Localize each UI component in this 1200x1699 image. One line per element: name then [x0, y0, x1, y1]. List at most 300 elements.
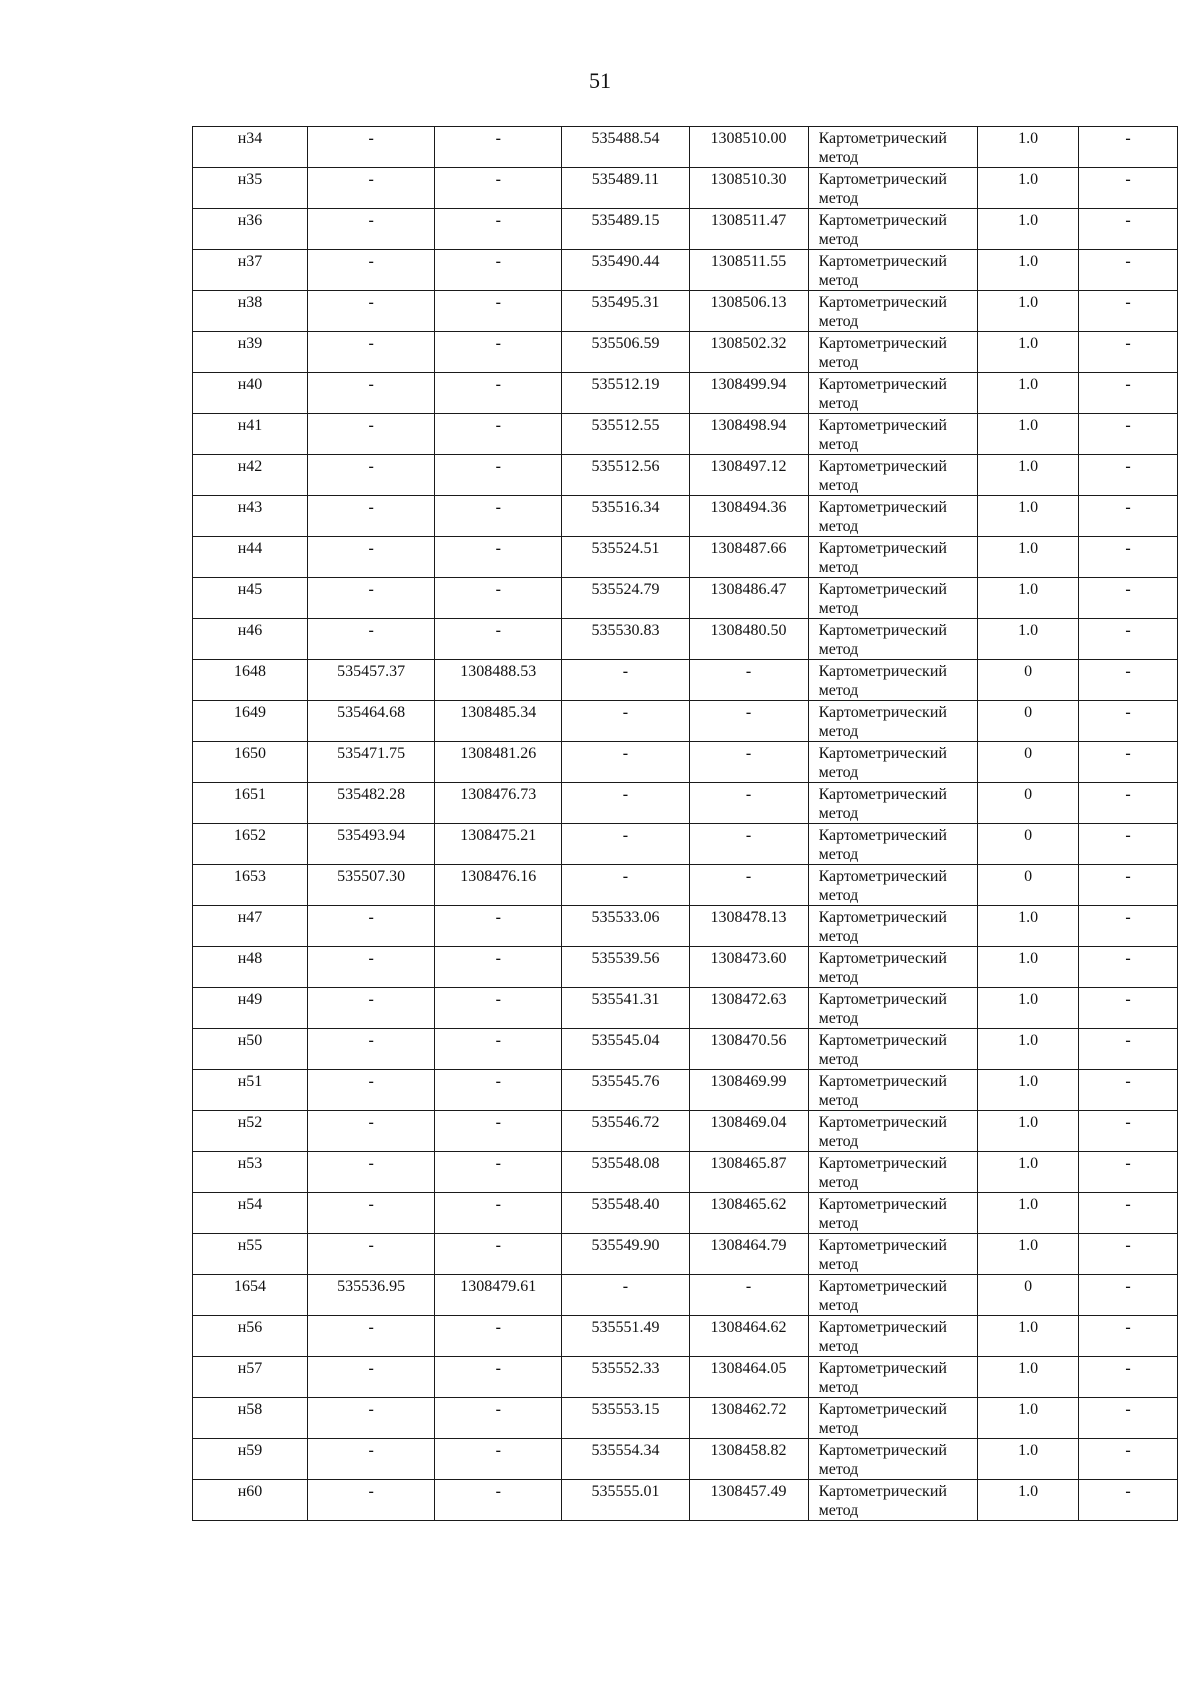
description-cell: -: [1079, 1357, 1178, 1398]
description-cell: -: [1079, 947, 1178, 988]
accuracy-cell: 1.0: [978, 496, 1079, 537]
method-cell: Картометрический метод: [808, 455, 978, 496]
method-cell: Картометрический метод: [808, 947, 978, 988]
y-new-cell: 1308510.00: [689, 127, 808, 168]
method-cell: Картометрический метод: [808, 742, 978, 783]
y-old-cell: -: [435, 1398, 562, 1439]
point-id-cell: н38: [193, 291, 308, 332]
accuracy-cell: 1.0: [978, 250, 1079, 291]
y-new-cell: -: [689, 1275, 808, 1316]
accuracy-cell: 1.0: [978, 619, 1079, 660]
description-cell: -: [1079, 701, 1178, 742]
x-old-cell: -: [308, 250, 435, 291]
y-old-cell: -: [435, 373, 562, 414]
description-cell: -: [1079, 783, 1178, 824]
x-new-cell: 535555.01: [562, 1480, 689, 1521]
x-old-cell: 535536.95: [308, 1275, 435, 1316]
x-old-cell: 535471.75: [308, 742, 435, 783]
table-row: [193, 988, 1178, 1029]
table-row: [193, 414, 1178, 455]
y-old-cell: -: [435, 332, 562, 373]
y-new-cell: 1308506.13: [689, 291, 808, 332]
y-old-cell: 1308481.26: [435, 742, 562, 783]
x-old-cell: -: [308, 291, 435, 332]
x-new-cell: 535533.06: [562, 906, 689, 947]
y-old-cell: -: [435, 455, 562, 496]
method-cell: Картометрический метод: [808, 660, 978, 701]
accuracy-cell: 1.0: [978, 291, 1079, 332]
table-row: [193, 168, 1178, 209]
y-old-cell: -: [435, 209, 562, 250]
description-cell: -: [1079, 742, 1178, 783]
x-new-cell: 535548.40: [562, 1193, 689, 1234]
accuracy-cell: 1.0: [978, 1029, 1079, 1070]
x-new-cell: 535545.04: [562, 1029, 689, 1070]
point-id-cell: н48: [193, 947, 308, 988]
description-cell: -: [1079, 660, 1178, 701]
x-old-cell: -: [308, 537, 435, 578]
method-cell: Картометрический метод: [808, 537, 978, 578]
x-new-cell: 535524.79: [562, 578, 689, 619]
y-new-cell: 1308478.13: [689, 906, 808, 947]
table-row: [193, 1357, 1178, 1398]
x-new-cell: 535512.55: [562, 414, 689, 455]
coordinates-table: [192, 126, 1178, 1521]
y-old-cell: -: [435, 1234, 562, 1275]
y-old-cell: -: [435, 414, 562, 455]
method-cell: Картометрический метод: [808, 1439, 978, 1480]
y-new-cell: -: [689, 783, 808, 824]
point-id-cell: н45: [193, 578, 308, 619]
accuracy-cell: 1.0: [978, 1070, 1079, 1111]
description-cell: -: [1079, 1398, 1178, 1439]
y-old-cell: -: [435, 1480, 562, 1521]
x-new-cell: 535524.51: [562, 537, 689, 578]
y-new-cell: 1308469.04: [689, 1111, 808, 1152]
point-id-cell: н43: [193, 496, 308, 537]
y-new-cell: 1308499.94: [689, 373, 808, 414]
x-old-cell: -: [308, 1480, 435, 1521]
method-cell: Картометрический метод: [808, 619, 978, 660]
y-new-cell: 1308470.56: [689, 1029, 808, 1070]
y-new-cell: -: [689, 742, 808, 783]
method-cell: Картометрический метод: [808, 1070, 978, 1111]
point-id-cell: н39: [193, 332, 308, 373]
x-old-cell: -: [308, 414, 435, 455]
point-id-cell: н42: [193, 455, 308, 496]
description-cell: -: [1079, 332, 1178, 373]
point-id-cell: 1648: [193, 660, 308, 701]
description-cell: -: [1079, 455, 1178, 496]
x-new-cell: -: [562, 865, 689, 906]
method-cell: Картометрический метод: [808, 1234, 978, 1275]
accuracy-cell: 0: [978, 1275, 1079, 1316]
x-new-cell: 535548.08: [562, 1152, 689, 1193]
x-new-cell: 535490.44: [562, 250, 689, 291]
method-cell: Картометрический метод: [808, 701, 978, 742]
y-new-cell: -: [689, 701, 808, 742]
x-new-cell: 535516.34: [562, 496, 689, 537]
method-cell: Картометрический метод: [808, 250, 978, 291]
method-cell: Картометрический метод: [808, 1480, 978, 1521]
y-old-cell: -: [435, 988, 562, 1029]
x-new-cell: -: [562, 660, 689, 701]
description-cell: -: [1079, 168, 1178, 209]
accuracy-cell: 1.0: [978, 1357, 1079, 1398]
y-new-cell: 1308480.50: [689, 619, 808, 660]
y-old-cell: 1308485.34: [435, 701, 562, 742]
description-cell: -: [1079, 127, 1178, 168]
table-row: [193, 496, 1178, 537]
method-cell: Картометрический метод: [808, 414, 978, 455]
page-number: 51: [589, 68, 611, 93]
table-row: [193, 701, 1178, 742]
method-cell: Картометрический метод: [808, 1111, 978, 1152]
y-new-cell: 1308494.36: [689, 496, 808, 537]
y-old-cell: 1308479.61: [435, 1275, 562, 1316]
method-cell: Картометрический метод: [808, 906, 978, 947]
point-id-cell: н56: [193, 1316, 308, 1357]
x-old-cell: -: [308, 1070, 435, 1111]
table-row: [193, 1152, 1178, 1193]
y-old-cell: -: [435, 1316, 562, 1357]
description-cell: -: [1079, 373, 1178, 414]
method-cell: Картометрический метод: [808, 1357, 978, 1398]
point-id-cell: н47: [193, 906, 308, 947]
method-cell: Картометрический метод: [808, 1316, 978, 1357]
x-old-cell: -: [308, 947, 435, 988]
table-row: [193, 1439, 1178, 1480]
y-new-cell: 1308498.94: [689, 414, 808, 455]
accuracy-cell: 1.0: [978, 537, 1079, 578]
x-old-cell: 535457.37: [308, 660, 435, 701]
table-row: [193, 537, 1178, 578]
accuracy-cell: 1.0: [978, 1234, 1079, 1275]
y-new-cell: 1308511.47: [689, 209, 808, 250]
accuracy-cell: 1.0: [978, 1398, 1079, 1439]
accuracy-cell: 1.0: [978, 332, 1079, 373]
accuracy-cell: 1.0: [978, 373, 1079, 414]
description-cell: -: [1079, 1111, 1178, 1152]
y-old-cell: -: [435, 496, 562, 537]
point-id-cell: н58: [193, 1398, 308, 1439]
x-old-cell: 535507.30: [308, 865, 435, 906]
method-cell: Картометрический метод: [808, 988, 978, 1029]
table-row: [193, 455, 1178, 496]
y-old-cell: -: [435, 291, 562, 332]
method-cell: Картометрический метод: [808, 496, 978, 537]
point-id-cell: 1653: [193, 865, 308, 906]
y-old-cell: -: [435, 168, 562, 209]
y-new-cell: 1308458.82: [689, 1439, 808, 1480]
table-row: [193, 1275, 1178, 1316]
description-cell: -: [1079, 209, 1178, 250]
table-row: [193, 824, 1178, 865]
table-row: [193, 1398, 1178, 1439]
method-cell: Картометрический метод: [808, 127, 978, 168]
table-row: [193, 373, 1178, 414]
point-id-cell: н40: [193, 373, 308, 414]
table-row: [193, 250, 1178, 291]
x-old-cell: -: [308, 1029, 435, 1070]
method-cell: Картометрический метод: [808, 1398, 978, 1439]
description-cell: -: [1079, 1029, 1178, 1070]
x-new-cell: 535552.33: [562, 1357, 689, 1398]
description-cell: -: [1079, 496, 1178, 537]
y-old-cell: -: [435, 578, 562, 619]
method-cell: Картометрический метод: [808, 1152, 978, 1193]
y-new-cell: 1308472.63: [689, 988, 808, 1029]
method-cell: Картометрический метод: [808, 332, 978, 373]
method-cell: Картометрический метод: [808, 578, 978, 619]
table-row: [193, 947, 1178, 988]
method-cell: Картометрический метод: [808, 1029, 978, 1070]
x-new-cell: 535546.72: [562, 1111, 689, 1152]
accuracy-cell: 0: [978, 865, 1079, 906]
y-new-cell: -: [689, 865, 808, 906]
y-old-cell: -: [435, 127, 562, 168]
description-cell: -: [1079, 1275, 1178, 1316]
y-new-cell: 1308487.66: [689, 537, 808, 578]
table-row: [193, 1029, 1178, 1070]
table-row: [193, 209, 1178, 250]
table-row: [193, 865, 1178, 906]
y-old-cell: 1308476.73: [435, 783, 562, 824]
x-new-cell: 535506.59: [562, 332, 689, 373]
x-old-cell: 535482.28: [308, 783, 435, 824]
y-old-cell: -: [435, 537, 562, 578]
table-row: [193, 1480, 1178, 1521]
description-cell: -: [1079, 988, 1178, 1029]
method-cell: Картометрический метод: [808, 209, 978, 250]
x-old-cell: -: [308, 127, 435, 168]
table-row: [193, 783, 1178, 824]
description-cell: -: [1079, 1070, 1178, 1111]
x-new-cell: -: [562, 824, 689, 865]
description-cell: -: [1079, 865, 1178, 906]
x-old-cell: -: [308, 578, 435, 619]
y-old-cell: 1308488.53: [435, 660, 562, 701]
x-new-cell: 535539.56: [562, 947, 689, 988]
y-new-cell: -: [689, 660, 808, 701]
x-new-cell: 535495.31: [562, 291, 689, 332]
table-row: [193, 619, 1178, 660]
table-row: [193, 742, 1178, 783]
method-cell: Картометрический метод: [808, 1193, 978, 1234]
table-row: [193, 1111, 1178, 1152]
x-new-cell: 535489.15: [562, 209, 689, 250]
point-id-cell: н49: [193, 988, 308, 1029]
y-old-cell: 1308475.21: [435, 824, 562, 865]
y-old-cell: -: [435, 250, 562, 291]
method-cell: Картометрический метод: [808, 373, 978, 414]
description-cell: -: [1079, 1152, 1178, 1193]
table-row: [193, 1193, 1178, 1234]
table-row: [193, 906, 1178, 947]
accuracy-cell: 0: [978, 701, 1079, 742]
x-old-cell: -: [308, 1357, 435, 1398]
x-new-cell: 535553.15: [562, 1398, 689, 1439]
method-cell: Картометрический метод: [808, 1275, 978, 1316]
point-id-cell: н44: [193, 537, 308, 578]
y-new-cell: 1308464.05: [689, 1357, 808, 1398]
x-new-cell: 535512.19: [562, 373, 689, 414]
description-cell: -: [1079, 1316, 1178, 1357]
x-new-cell: 535512.56: [562, 455, 689, 496]
x-old-cell: 535464.68: [308, 701, 435, 742]
point-id-cell: н37: [193, 250, 308, 291]
description-cell: -: [1079, 537, 1178, 578]
point-id-cell: 1649: [193, 701, 308, 742]
accuracy-cell: 1.0: [978, 988, 1079, 1029]
description-cell: -: [1079, 824, 1178, 865]
y-old-cell: -: [435, 906, 562, 947]
accuracy-cell: 0: [978, 824, 1079, 865]
x-new-cell: 535554.34: [562, 1439, 689, 1480]
x-old-cell: -: [308, 1152, 435, 1193]
x-new-cell: 535549.90: [562, 1234, 689, 1275]
table-body: [193, 127, 1178, 1521]
description-cell: -: [1079, 1439, 1178, 1480]
description-cell: -: [1079, 414, 1178, 455]
accuracy-cell: 1.0: [978, 168, 1079, 209]
accuracy-cell: 1.0: [978, 1439, 1079, 1480]
table-row: [193, 578, 1178, 619]
point-id-cell: 1654: [193, 1275, 308, 1316]
x-old-cell: -: [308, 1316, 435, 1357]
point-id-cell: н59: [193, 1439, 308, 1480]
method-cell: Картометрический метод: [808, 865, 978, 906]
y-old-cell: -: [435, 1152, 562, 1193]
table-row: [193, 660, 1178, 701]
accuracy-cell: 0: [978, 660, 1079, 701]
point-id-cell: н60: [193, 1480, 308, 1521]
x-old-cell: -: [308, 988, 435, 1029]
y-new-cell: 1308465.62: [689, 1193, 808, 1234]
table-row: [193, 127, 1178, 168]
table-row: [193, 1070, 1178, 1111]
x-new-cell: 535551.49: [562, 1316, 689, 1357]
table-row: [193, 1316, 1178, 1357]
x-new-cell: 535545.76: [562, 1070, 689, 1111]
point-id-cell: н46: [193, 619, 308, 660]
accuracy-cell: 1.0: [978, 455, 1079, 496]
x-new-cell: 535541.31: [562, 988, 689, 1029]
description-cell: -: [1079, 1234, 1178, 1275]
point-id-cell: н53: [193, 1152, 308, 1193]
y-new-cell: 1308473.60: [689, 947, 808, 988]
x-old-cell: -: [308, 168, 435, 209]
x-new-cell: -: [562, 742, 689, 783]
accuracy-cell: 1.0: [978, 1111, 1079, 1152]
y-new-cell: 1308464.79: [689, 1234, 808, 1275]
y-old-cell: -: [435, 1357, 562, 1398]
point-id-cell: н35: [193, 168, 308, 209]
y-new-cell: 1308462.72: [689, 1398, 808, 1439]
accuracy-cell: 1.0: [978, 906, 1079, 947]
accuracy-cell: 1.0: [978, 127, 1079, 168]
y-old-cell: -: [435, 619, 562, 660]
accuracy-cell: 1.0: [978, 1316, 1079, 1357]
y-new-cell: 1308457.49: [689, 1480, 808, 1521]
x-old-cell: -: [308, 619, 435, 660]
point-id-cell: н51: [193, 1070, 308, 1111]
accuracy-cell: 0: [978, 783, 1079, 824]
description-cell: -: [1079, 291, 1178, 332]
y-old-cell: -: [435, 1111, 562, 1152]
description-cell: -: [1079, 906, 1178, 947]
x-old-cell: -: [308, 1439, 435, 1480]
x-old-cell: 535493.94: [308, 824, 435, 865]
y-new-cell: -: [689, 824, 808, 865]
point-id-cell: н41: [193, 414, 308, 455]
point-id-cell: 1651: [193, 783, 308, 824]
x-old-cell: -: [308, 332, 435, 373]
x-old-cell: -: [308, 1234, 435, 1275]
y-old-cell: -: [435, 1193, 562, 1234]
accuracy-cell: 1.0: [978, 947, 1079, 988]
x-new-cell: -: [562, 1275, 689, 1316]
y-new-cell: 1308465.87: [689, 1152, 808, 1193]
method-cell: Картометрический метод: [808, 783, 978, 824]
point-id-cell: н50: [193, 1029, 308, 1070]
x-new-cell: 535530.83: [562, 619, 689, 660]
accuracy-cell: 1.0: [978, 1480, 1079, 1521]
x-old-cell: -: [308, 1193, 435, 1234]
point-id-cell: н57: [193, 1357, 308, 1398]
y-old-cell: -: [435, 1439, 562, 1480]
description-cell: -: [1079, 578, 1178, 619]
description-cell: -: [1079, 1193, 1178, 1234]
y-new-cell: 1308486.47: [689, 578, 808, 619]
y-new-cell: 1308464.62: [689, 1316, 808, 1357]
point-id-cell: 1652: [193, 824, 308, 865]
accuracy-cell: 1.0: [978, 414, 1079, 455]
accuracy-cell: 0: [978, 742, 1079, 783]
y-new-cell: 1308497.12: [689, 455, 808, 496]
accuracy-cell: 1.0: [978, 1152, 1079, 1193]
table-row: [193, 291, 1178, 332]
x-old-cell: -: [308, 373, 435, 414]
accuracy-cell: 1.0: [978, 578, 1079, 619]
description-cell: -: [1079, 1480, 1178, 1521]
table-row: [193, 1234, 1178, 1275]
accuracy-cell: 1.0: [978, 209, 1079, 250]
method-cell: Картометрический метод: [808, 168, 978, 209]
y-new-cell: 1308469.99: [689, 1070, 808, 1111]
x-old-cell: -: [308, 455, 435, 496]
point-id-cell: н52: [193, 1111, 308, 1152]
x-new-cell: -: [562, 783, 689, 824]
point-id-cell: н55: [193, 1234, 308, 1275]
point-id-cell: н54: [193, 1193, 308, 1234]
point-id-cell: н34: [193, 127, 308, 168]
point-id-cell: 1650: [193, 742, 308, 783]
x-old-cell: -: [308, 906, 435, 947]
description-cell: -: [1079, 250, 1178, 291]
y-new-cell: 1308502.32: [689, 332, 808, 373]
table-row: [193, 332, 1178, 373]
x-old-cell: -: [308, 209, 435, 250]
method-cell: Картометрический метод: [808, 824, 978, 865]
x-old-cell: -: [308, 496, 435, 537]
x-old-cell: -: [308, 1398, 435, 1439]
x-old-cell: -: [308, 1111, 435, 1152]
y-old-cell: -: [435, 1070, 562, 1111]
y-new-cell: 1308510.30: [689, 168, 808, 209]
x-new-cell: 535488.54: [562, 127, 689, 168]
x-new-cell: -: [562, 701, 689, 742]
